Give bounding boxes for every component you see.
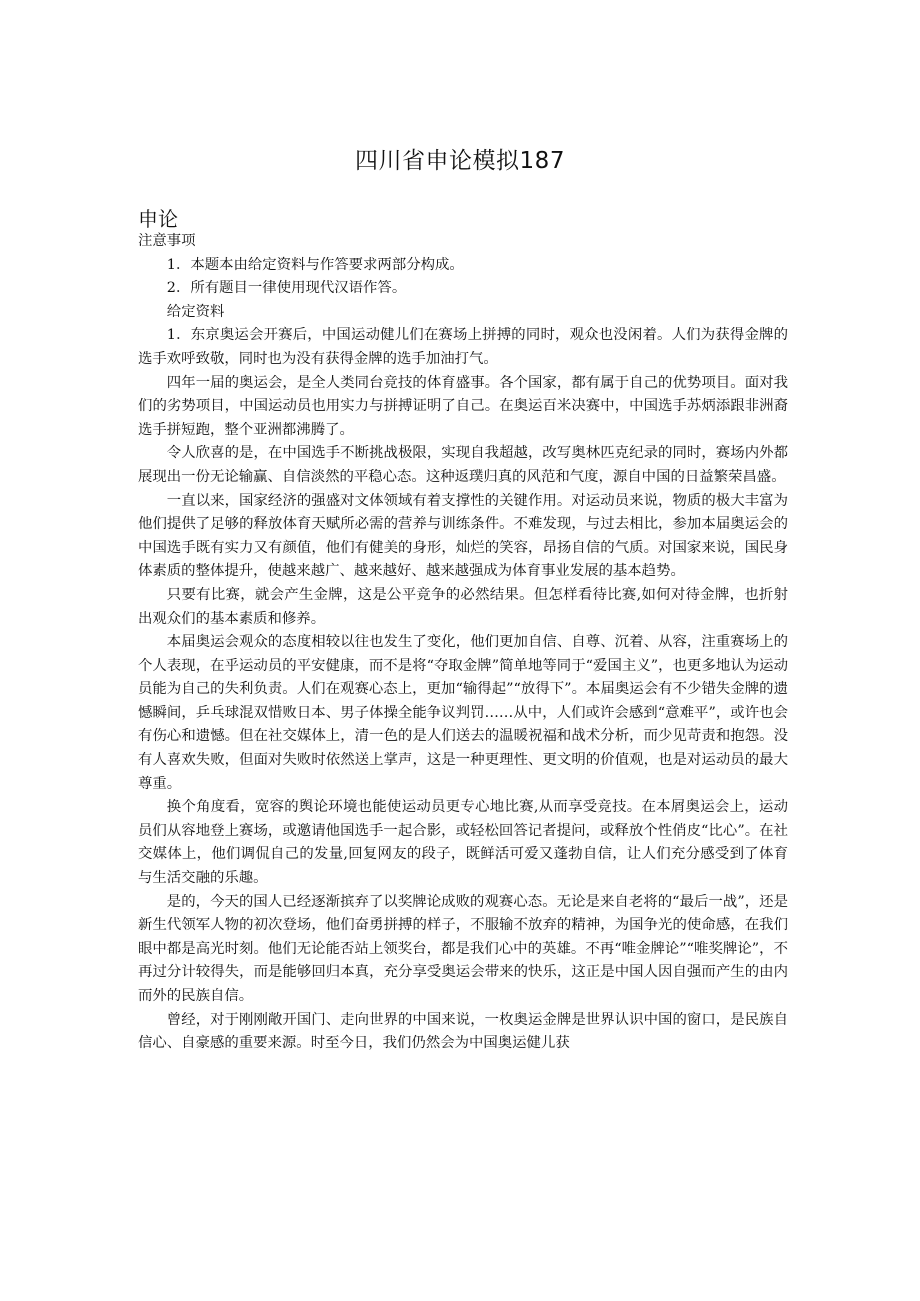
document-body <box>138 230 788 1056</box>
material-paragraph: 换个角度看，宽容的舆论环境也能使运动员更专心地比赛,从而享受竞技。在本屑奥运会上，运动员们从容地登上赛场，或邀请他国选手一起合影，或轻松回答记者提问，或释放个性俏皮“比心”。在社交媒体上，他们调侃自己的发量,回复网友的段子，既鲜活可爱又蓬勃自信，让人们充分感受到了体育与生活交融的乐趣。 <box>138 799 788 887</box>
material-paragraph: 四年一届的奥运会，是全人类同台竞技的体育盛事。各个国家，都有属于自己的优势项目。面对我们的劣势项目，中国运动员也用实力与拼搏证明了自己。在奥运百米决赛中，中国选手苏炳添跟非洲裔选手拼短跑，整个亚洲都沸腾了。 <box>138 374 788 438</box>
material-paragraph: 曾经，对于刚刚敞开国门、走向世界的中国来说，一枚奥运金牌是世界认识中国的窗口，是民族自信心、自豪感的重要来源。时至今日，我们仍然会为中国奥运健儿获 <box>138 1011 788 1052</box>
note-item: 1．本题本由给定资料与作答要求两部分构成。 <box>166 256 464 273</box>
material-paragraph: 是的，今天的国人已经逐渐摈弃了以奖牌论成败的观赛心态。无论是来自老将的“最后一战”，还是新生代领军人物的初次登场，他们奋勇拼搏的样子，不服输不放弃的精神，为国争光的使命感，在我们眼中都是高光时刻。他们无论能否站上领奖台，都是我们心中的英雄。不再“唯金牌论”“唯奖牌论”，不再过分计较得失，而是能够回归本真，充分享受奥运会带来的快乐，这正是中国人因自强而产生的由内而外的民族自信。 <box>138 893 788 1004</box>
material-paragraph: 令人欣喜的是，在中国选手不断挑战极限，实现自我超越，改写奥林匹克纪录的同时，赛场内外都展现出一份无论输赢、自信淡然的平稳心态。这种返璞归真的风范和气度，源自中国的日益繁荣昌盛。 <box>138 445 788 485</box>
material-paragraph: 1．东京奥运会开赛后，中国运动健儿们在赛场上拼搏的同时，观众也没闲着。人们为获得金牌的选手欢呼致敬，同时也为没有获得金牌的选手加油打气。 <box>138 327 788 367</box>
document-title: 四川省申论模拟187 <box>355 148 565 174</box>
note-item: 2．所有题目一律使用现代汉语作答。 <box>166 280 407 297</box>
material-paragraph: 本届奥运会观众的态度相较以往也发生了变化，他们更加自信、自尊、沉着、从容，注重赛场上的个人表现，在乎运动员的平安健康，而不是将“夺取金牌”简单地等同于“爱国主义”，也更多地认为运动员能为自己的失利负责。人们在观赛心态上，更加“输得起”“放得下”。本届奥运会有不少错失金牌的遗憾瞬间，乒乓球混双惜败日本、男子体操全能争议判罚……从中，人们或许会感到“意难平”，或许也会有伤心和遗憾。但在社交媒体上，清一色的是人们送去的温暖祝福和战术分析，而少见苛责和抱怨。没有人喜欢失败，但面对失败时依然送上掌声，这是一种更理性、更文明的价值观，也是对运动员的最大尊重。 <box>138 634 788 792</box>
section-heading: 申论 <box>138 207 178 231</box>
material-paragraph: 只要有比赛，就会产生金牌，这是公平竞争的必然结果。但怎样看待比赛,如何对待金牌，也折射出观众们的基本素质和修养。 <box>138 586 788 627</box>
materials-heading: 给定资料 <box>166 303 225 320</box>
notes-heading: 注意事项 <box>138 233 196 249</box>
material-paragraph: 一直以来，国家经济的强盛对文体领域有着支撑性的关键作用。对运动员来说，物质的极大丰富为他们提供了足够的释放体育天赋所必需的营养与训练条件。不难发现，与过去相比，参加本届奥运会的中国选手既有实力又有颜值，他们有健美的身形，灿烂的笑容，昂扬自信的气质。对国家来说，国民身体素质的整体提升，使越来越广、越来越好、越来越强成为体育事业发展的基本趋势。 <box>138 492 788 580</box>
